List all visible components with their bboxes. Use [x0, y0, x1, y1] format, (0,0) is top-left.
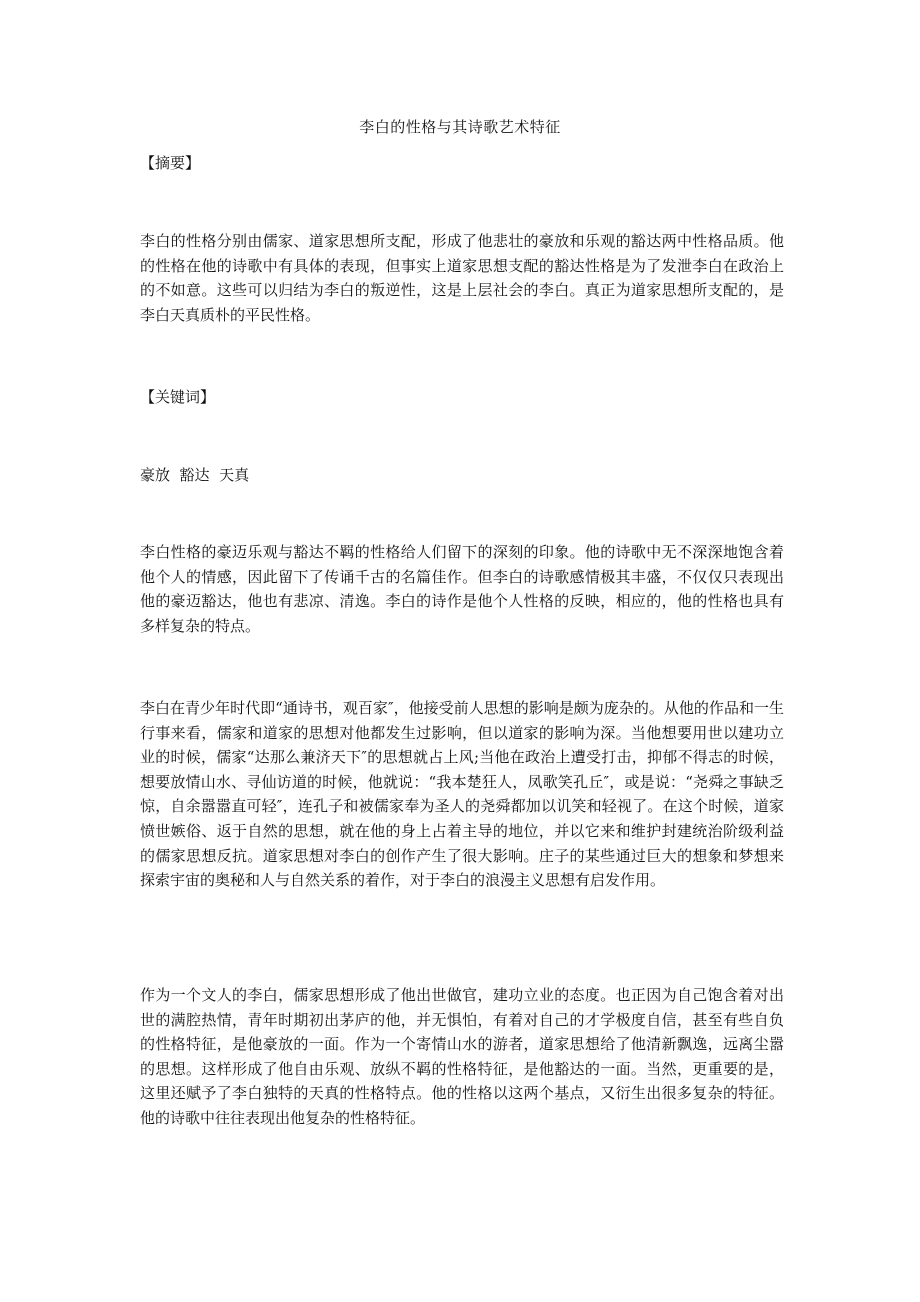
- abstract-heading: 【摘要】: [140, 154, 201, 172]
- keywords-heading: 【关键词】: [140, 388, 216, 406]
- body-paragraph: 作为一个文人的李白，儒家思想形成了他出世做官，建功立业的态度。也正因为自己饱含着对出世的满腔热情，青年时期初出茅庐的他，并无惧怕，有着对自己的才学极度自信，甚至有些自负的性格特征，是他豪放的一面。作为一个寄情山水的游者，道家思想给了他清新飘逸，远离尘嚣的思想。这样形成了他自由乐观、放纵不羁的性格特征，是他豁达的一面。当然，更重要的是，这里还赋予了李白独特的天真的性格特点。他的性格以这两个基点，又衍生出很多复杂的特征。他的诗歌中往往表现出他复杂的性格特征。: [140, 986, 784, 1127]
- abstract-paragraph: 李白的性格分别由儒家、道家思想所支配，形成了他悲壮的豪放和乐观的豁达两中性格品质。他的性格在他的诗歌中有具体的表现，但事实上道家思想支配的豁达性格是为了发泄李白在政治上的不如意。这些可以归结为李白的叛逆性，这是上层社会的李白。真正为道家思想所支配的，是李白天真质朴的平民性格。: [140, 232, 784, 324]
- body-paragraph: 李白性格的豪迈乐观与豁达不羁的性格给人们留下的深刻的印象。他的诗歌中无不深深地饱含着他个人的情感，因此留下了传诵千古的名篇佳作。但李白的诗歌感情极其丰盛，不仅仅只表现出他的豪迈豁达，他也有悲凉、清逸。李白的诗作是他个人性格的反映，相应的，他的性格也具有多样复杂的特点。: [140, 543, 784, 635]
- keywords-list: 豪放 豁达 天真: [140, 466, 250, 484]
- document-title: 李白的性格与其诗歌艺术特征: [359, 118, 561, 136]
- body-paragraph: 李白在青少年时代即“通诗书，观百家″，他接受前人思想的影响是颇为庞杂的。从他的作品和一生行事来看，儒家和道家的思想对他都发生过影响，但以道家的影响为深。当他想要用世以建功立业的时候，儒家“达那么兼济天下″的思想就占上风;当他在政治上遭受打击，抑郁不得志的时候，想要放情山水、寻仙访道的时候，他就说：“我本楚狂人，凤歌笑孔丘″，或是说：“尧舜之事缺乏惊，自余嚣嚣直可轻″，连孔子和被儒家奉为圣人的尧舜都加以讥笑和轻视了。在这个时候，道家愤世嫉俗、返于自然的思想，就在他的身上占着主导的地位，并以它来和维护封建统治阶级利益的儒家思想反抗。道家思想对李白的创作产生了很大影响。庄子的某些通过巨大的想象和梦想来探索宇宙的奥秘和人与自然关系的着作，对于李白的浪漫主义思想有启发作用。: [140, 699, 784, 890]
